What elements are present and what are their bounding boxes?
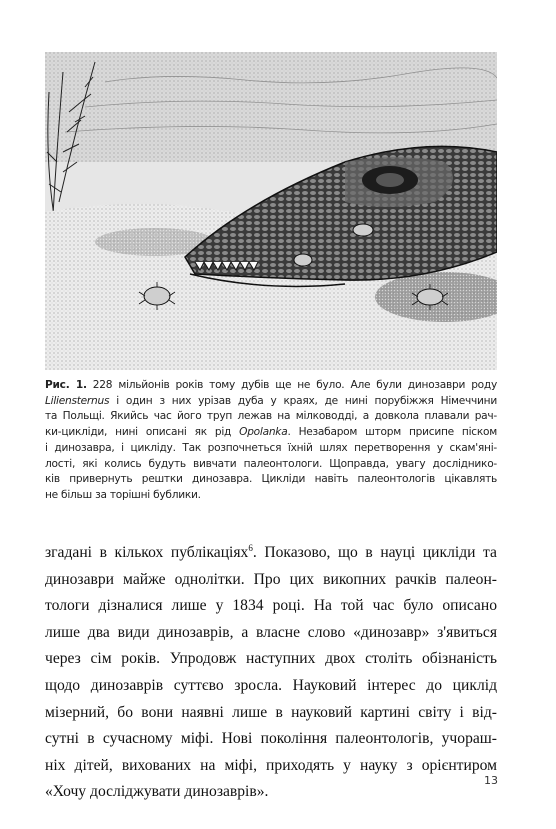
footnote-ref: 6 [248,542,253,553]
body-line: «Хочу досліджувати динозаврів». [45,783,269,801]
body-line: щодо динозаврів суттєво зросла. Науковий інтерес до циклід [45,676,497,694]
figure-caption [45,378,497,504]
caption-line: не більш за торішні бублики. [45,488,201,501]
body-text: . Показово, що в науці цикліди та [252,544,497,561]
body-line: сутні в сучасному міфі. Нові покоління палеонтологів, учораш- [45,730,497,748]
caption-text: і один з них урізав дуба у краях, де нині порубіжжя Німеччини [109,394,497,407]
body-line: лише два види динозаврів, а власне слово «динозавр» з'явиться [45,623,497,641]
caption-line [45,425,497,441]
body-line: тологи дізналися лише у 1834 році. На той час було описано [45,597,497,615]
body-line [45,540,497,567]
caption-line: та Польщі. Якийсь час його труп лежав на мілководді, а довкола плавали рач- [45,410,497,423]
dinosaur-illustration [45,52,497,370]
body-line: ніх дітей, вихованих на міфі, приходять у науку з орієнтиром [45,756,497,774]
caption-genus: Opolanka [239,426,288,439]
caption-line: лості, які колись будуть вивчати палеонтологи. Щоправда, увагу досліднико- [45,457,497,470]
caption-line: ків привернуть рештки динозавра. Цикліди навіть палеонтологів цікавлять [45,473,497,486]
body-line: через сім років. Упродовж наступних двох століть обізнаність [45,650,497,668]
caption-text: . Незабаром шторм присипе піском [287,426,497,439]
caption-line [45,378,497,394]
caption-genus: Liliensternus [45,394,110,407]
body-line: динозаври майже однолітки. Про цих викопних рачків палеон- [45,570,497,588]
caption-line: і динозавра, і цикліду. Так розпочнеться їхній шлях перетворення у скам'яні- [45,441,497,454]
body-paragraph [45,540,497,806]
body-text: згадані в кількох публікаціях [45,544,249,561]
illustration-svg [45,52,497,370]
caption-text: 228 мільйонів років тому дубів ще не було. Але були динозаври роду [86,379,497,391]
caption-line [45,394,497,410]
body-line: мізерний, бо вони наявні лише в науковий картині світу і від- [45,703,497,721]
caption-text: ки-цикліди, нині описані як рід [45,426,240,439]
caption-label: Рис. 1. [45,379,87,391]
page-number: 13 [484,774,498,787]
